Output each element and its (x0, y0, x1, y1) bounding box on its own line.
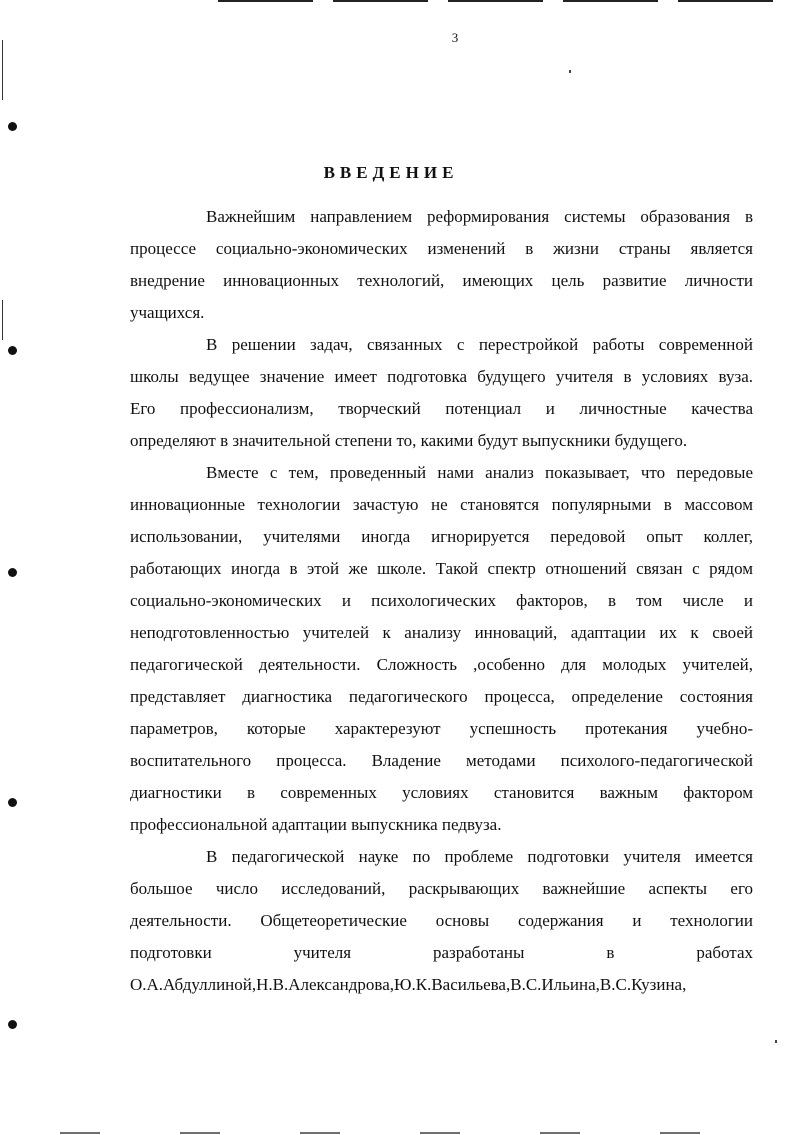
text-line: В педагогической науке по проблеме подготовки учителя имеется (206, 847, 753, 866)
text-line: школы ведущее значение имеет подготовка будущего учителя в условиях вуза. (130, 367, 753, 386)
text-line: Его профессионализм, творческий потенциал и личностные качества (130, 399, 753, 418)
text-line: О.А.Абдуллиной,Н.В.Александрова,Ю.К.Васильева,В.С.Ильина,В.С.Кузина, (130, 975, 687, 994)
text-line: профессиональной адаптации выпускника педвуза. (130, 815, 502, 834)
punch-hole-mark (8, 122, 17, 131)
text-line: педагогической деятельности. Сложность ,особенно для молодых учителей, (130, 655, 753, 674)
text-line: параметров, которые характерезуют успешность протекания учебно- (130, 719, 753, 738)
text-line: внедрение инновационных технологий, имеющих цель развитие личности (130, 271, 753, 290)
scan-edge-bottom (60, 1132, 760, 1134)
text-line: представляет диагностика педагогического процесса, определение состояния (130, 687, 753, 706)
punch-hole-mark (8, 1020, 17, 1029)
scan-edge-left (2, 300, 3, 340)
text-line: подготовки учителя разработаны в работах (130, 943, 753, 962)
document-body (130, 201, 753, 1001)
text-line: инновационные технологии зачастую не становятся популярными в массовом (130, 495, 753, 514)
text-line: воспитательного процесса. Владение методами психолого-педагогической (130, 751, 753, 770)
text-line: В решении задач, связанных с перестройкой работы современной (206, 335, 753, 354)
punch-hole-mark (8, 568, 17, 577)
text-line: использовании, учителями иногда игнорируется передовой опыт коллег, (130, 527, 753, 546)
text-line: определяют в значительной степени то, какими будут выпускники будущего. (130, 431, 688, 450)
scan-speck (569, 70, 571, 73)
text-line: работающих иногда в этой же школе. Такой спектр отношений связан с рядом (130, 559, 753, 578)
page-heading: ВВЕДЕНИЕ (323, 163, 459, 182)
punch-hole-mark (8, 798, 17, 807)
scan-edge-top (218, 0, 774, 2)
text-line: большое число исследований, раскрывающих важнейшие аспекты его (130, 879, 753, 898)
text-line: Важнейшим направлением реформирования системы образования в (206, 207, 753, 226)
punch-hole-mark (8, 346, 17, 355)
scan-speck (775, 1040, 777, 1043)
text-line: неподготовленностью учителей к анализу инноваций, адаптации их к своей (130, 623, 753, 642)
text-line: Вместе с тем, проведенный нами анализ показывает, что передовые (206, 463, 753, 482)
text-line: процессе социально-экономических изменений в жизни страны является (130, 239, 753, 258)
text-line: учащихся. (130, 303, 205, 322)
scan-edge-left (2, 40, 3, 100)
text-line: социально-экономических и психологических факторов, в том числе и (130, 591, 753, 610)
text-line: диагностики в современных условиях становится важным фактором (130, 783, 753, 802)
text-line: деятельности. Общетеоретические основы содержания и технологии (130, 911, 753, 930)
page-number: 3 (451, 30, 459, 45)
